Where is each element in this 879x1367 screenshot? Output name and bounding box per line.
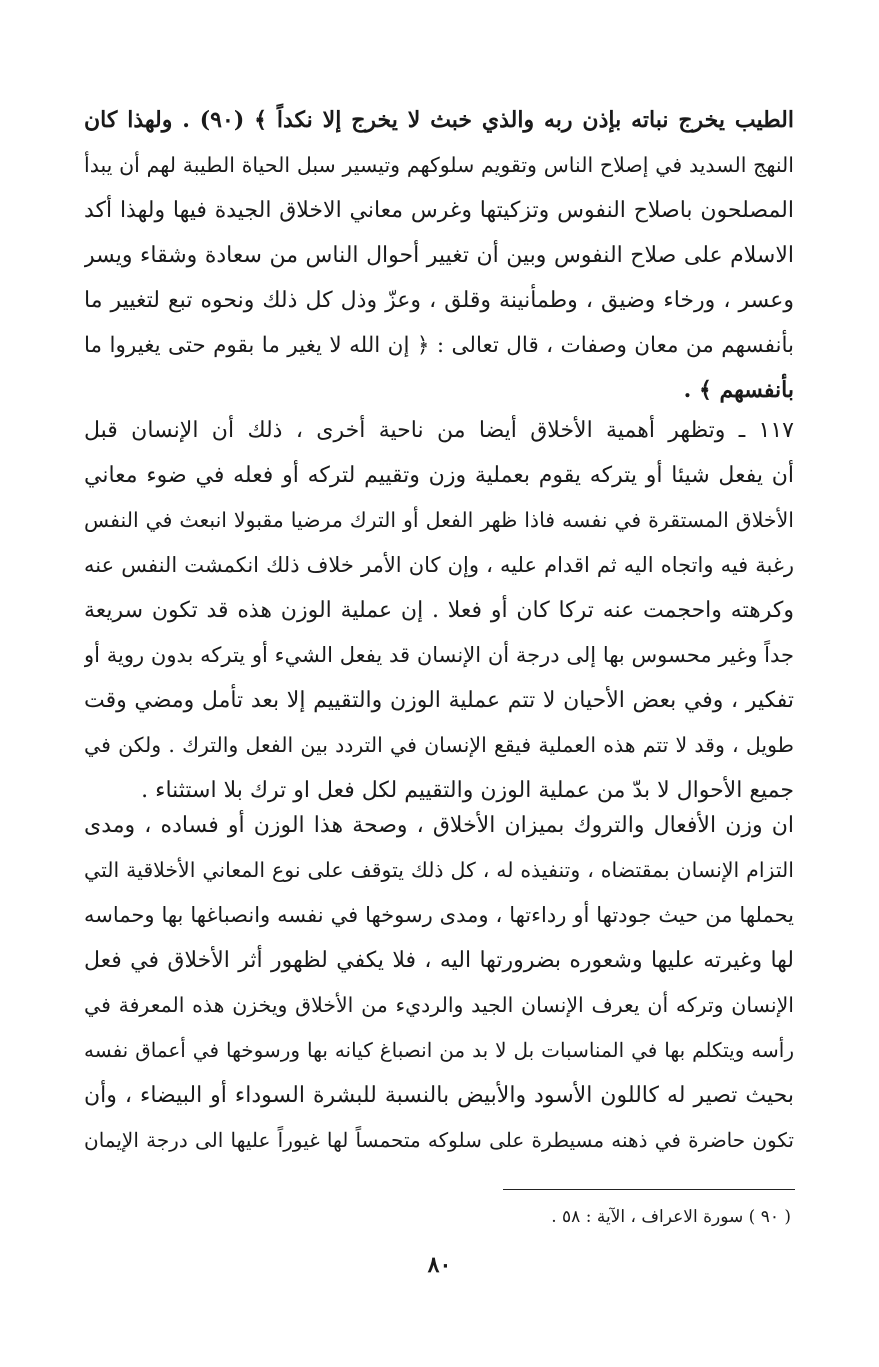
paragraph-117: [84, 408, 794, 813]
text-line: ١١٧ ـ وتظهر أهمية الأخلاق أيضا من ناحية أخرى ، ذلك أن الإنسان قبل: [84, 418, 794, 443]
text-line: الأخلاق المستقرة في نفسه فاذا ظهر الفعل أو الترك مرضيا مقبولا انبعث في النفس: [84, 508, 794, 532]
text-line: يحملها من حيث جودتها أو رداءتها ، ومدى رسوخها في نفسه وانصباغها بها وحماسه: [84, 903, 794, 927]
text-line: لها وغيرته عليها وشعوره بضرورتها اليه ، فلا يكفي لظهور أثر الأخلاق في فعل: [84, 948, 794, 973]
paragraph-continuation: [84, 98, 794, 413]
text-line: التزام الإنسان بمقتضاه ، وتنفيذه له ، كل ذلك يتوقف على نوع المعاني الأخلاقية التي: [84, 858, 794, 882]
text-line: بأنفسهم من معان وصفات ، قال تعالى : ﴿ إن الله لا يغير ما بقوم حتى يغيروا ما: [84, 333, 794, 358]
text-line: أن يفعل شيئا أو يتركه يقوم بعملية وزن وتقييم لتركه أو فعله في ضوء معاني: [84, 463, 794, 488]
text-line: جداً وغير محسوس بها إلى درجة أن الإنسان قد يفعل الشيء أو يتركه بدون روية أو: [84, 643, 794, 667]
text-line: المصلحون باصلاح النفوس وتزكيتها وغرس معاني الاخلاق الجيدة فيها ولهذا أكد: [84, 198, 794, 223]
text-line: النهج السديد في إصلاح الناس وتقويم سلوكهم وتيسير سبل الحياة الطيبة لهم أن يبدأ: [84, 153, 794, 177]
text-line: بأنفسهم ﴾ .: [683, 377, 794, 403]
text-line: جميع الأحوال لا بدّ من عملية الوزن والتقييم لكل فعل او ترك بلا استثناء .: [141, 778, 794, 803]
text-line: وعسر ، ورخاء وضيق ، وطمأنينة وقلق ، وعزّ وذل كل ذلك ونحوه تبع لتغيير ما: [84, 288, 794, 313]
text-line: رغبة فيه واتجاه اليه ثم اقدام عليه ، وإن كان الأمر خلاف ذلك انكمشت النفس عنه: [84, 553, 794, 577]
text-line: تفكير ، وفي بعض الأحيان لا تتم عملية الوزن والتقييم إلا بعد تأمل ومضي وقت: [84, 688, 794, 713]
text-line: طويل ، وقد لا تتم هذه العملية فيقع الإنسان في التردد بين الفعل والترك . ولكن في: [84, 733, 794, 757]
footnote-divider: [503, 1189, 795, 1190]
text-line: الاسلام على صلاح النفوس وبين أن تغيير أحوال الناس من سعادة وشقاء ويسر: [84, 243, 794, 268]
text-line: بحيث تصير له كاللون الأسود والأبيض بالنسبة للبشرة السوداء أو البيضاء ، وأن: [84, 1083, 794, 1108]
text-line: رأسه ويتكلم بها في المناسبات بل لا بد من انصباغ كيانه بها ورسوخها في أعماق نفسه: [84, 1038, 794, 1062]
paragraph-third: [84, 803, 794, 1163]
page-number: ٨٠: [427, 1252, 452, 1278]
text-line: تكون حاضرة في ذهنه مسيطرة على سلوكه متحمساً لها غيوراً عليها الى درجة الإيمان: [84, 1128, 794, 1152]
text-line: الطيب يخرج نباته بإذن ربه والذي خبث لا يخرج إلا نكداً ﴾ (٩٠) . ولهذا كان: [84, 107, 794, 133]
footnote: ( ٩٠ ) سورة الاعراف ، الآية : ٥٨ .: [551, 1207, 791, 1227]
text-line: وكرهته واحجمت عنه تركا كان أو فعلا . إن عملية الوزن هذه قد تكون سريعة: [84, 598, 794, 623]
text-line: ان وزن الأفعال والتروك بميزان الأخلاق ، وصحة هذا الوزن أو فساده ، ومدى: [84, 813, 794, 838]
text-line: الإنسان وتركه أن يعرف الإنسان الجيد والرديء من الأخلاق ويخزن هذه المعرفة في: [84, 993, 794, 1017]
